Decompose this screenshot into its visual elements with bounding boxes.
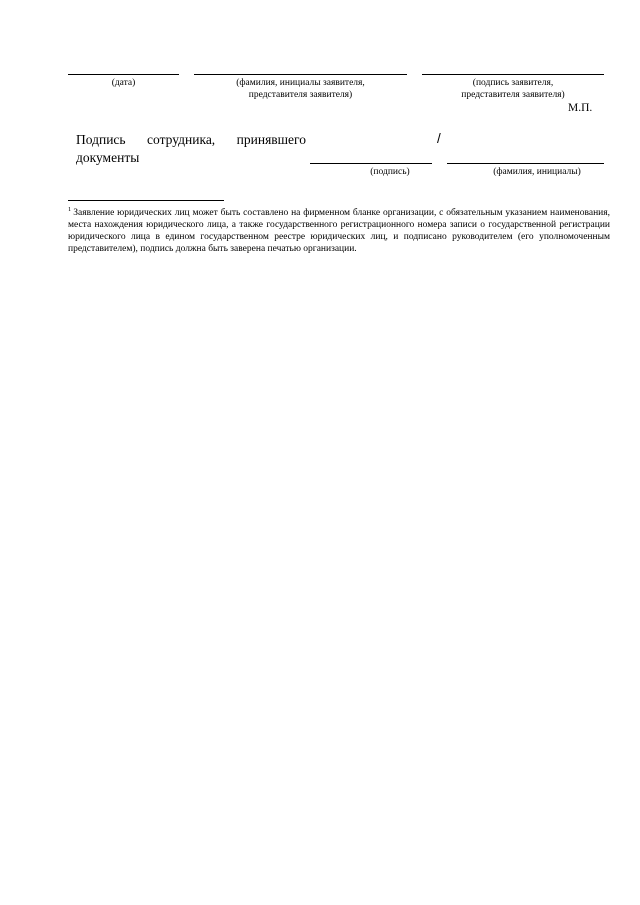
date-caption: (дата) — [111, 78, 136, 88]
footnote-marker: 1 — [68, 206, 72, 213]
applicant-signature-caption-line2: представителя заявителя) — [461, 90, 565, 100]
employee-signature-label: Подпись сотрудника, принявшего документы — [76, 132, 306, 165]
footnote — [68, 204, 610, 255]
signature-separator: / — [437, 131, 441, 146]
applicant-name-caption-line2: представителя заявителя) — [248, 90, 353, 100]
employee-name-caption: (фамилия, инициалы) — [493, 167, 581, 177]
applicant-signature-caption-line1: (подпись заявителя, — [472, 78, 554, 88]
date-underline[interactable] — [68, 74, 179, 75]
footnote-text: Заявление юридических лиц может быть составлено на фирменном бланке организации, с обязательным указанием наименования, места нахождения юридического лица, а также государственного регистрационного номера записи о государственной регистрации юридического лица в едином государственном реестре юридических лиц, и подписано руководителем (его уполномоченным представителем), подпись должна быть заверена печатью организации. — [68, 208, 610, 254]
stamp-mark: М.П. — [568, 102, 593, 114]
employee-signature-caption: (подпись) — [370, 167, 410, 177]
applicant-name-caption-line1: (фамилия, инициалы заявителя, — [236, 78, 365, 88]
employee-signature-underline[interactable] — [310, 163, 432, 164]
footnote-separator — [68, 200, 224, 201]
employee-name-underline[interactable] — [447, 163, 604, 164]
applicant-name-underline[interactable] — [194, 74, 407, 75]
applicant-signature-underline[interactable] — [422, 74, 604, 75]
